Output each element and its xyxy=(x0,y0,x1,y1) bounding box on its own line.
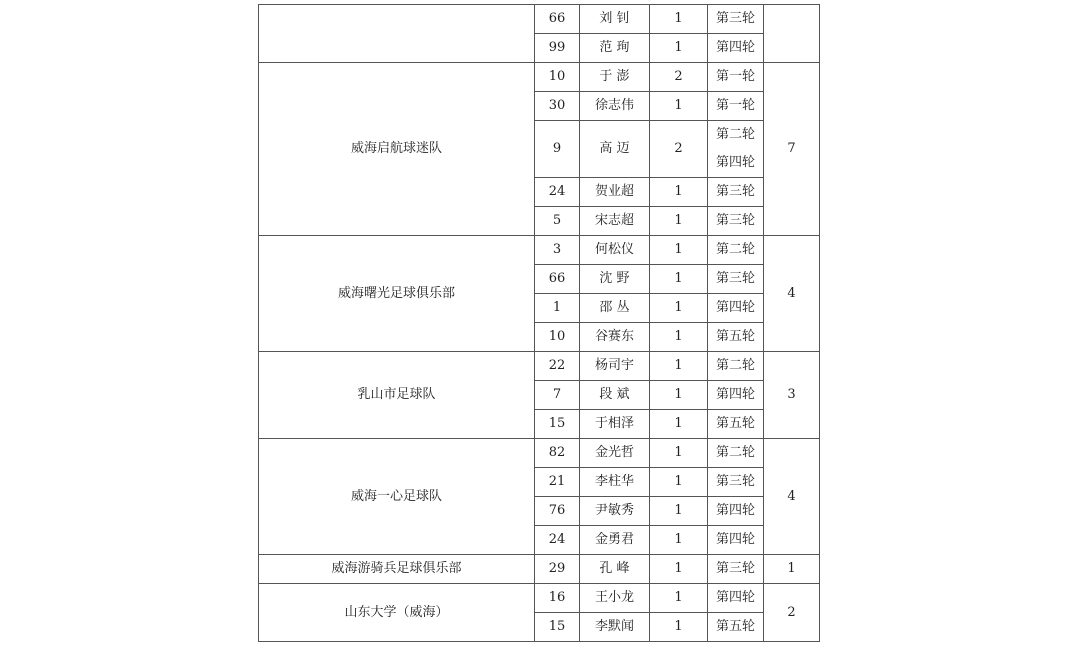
team-total-cell: 2 xyxy=(764,584,820,642)
player-name-cell: 于相泽 xyxy=(580,410,650,439)
player-goals-cell: 1 xyxy=(650,468,708,497)
player-goals-cell: 1 xyxy=(650,439,708,468)
table-row xyxy=(259,584,820,613)
player-name-cell: 何松仪 xyxy=(580,236,650,265)
player-rounds-cell: 第五轮 xyxy=(708,323,764,352)
player-name-cell: 李柱华 xyxy=(580,468,650,497)
player-name-cell: 于 澎 xyxy=(580,63,650,92)
scorer-table-container xyxy=(258,4,820,642)
player-goals-cell: 2 xyxy=(650,63,708,92)
player-name-cell: 贺业超 xyxy=(580,178,650,207)
player-number-cell: 30 xyxy=(535,92,580,121)
player-rounds-cell: 第四轮 xyxy=(708,497,764,526)
player-goals-cell: 1 xyxy=(650,178,708,207)
player-goals-cell: 1 xyxy=(650,323,708,352)
player-goals-cell: 1 xyxy=(650,613,708,642)
team-name-cell: 乳山市足球队 xyxy=(259,352,535,439)
team-total-cell xyxy=(764,5,820,63)
player-rounds-cell: 第二轮 xyxy=(708,352,764,381)
player-name-cell: 尹敏秀 xyxy=(580,497,650,526)
player-rounds-cell: 第三轮 xyxy=(708,265,764,294)
player-number-cell: 9 xyxy=(535,121,580,178)
player-rounds-cell: 第三轮 xyxy=(708,555,764,584)
player-number-cell: 15 xyxy=(535,613,580,642)
table-row xyxy=(259,236,820,265)
player-goals-cell: 1 xyxy=(650,92,708,121)
team-total-cell: 7 xyxy=(764,63,820,236)
player-rounds-cell: 第四轮 xyxy=(708,381,764,410)
player-name-cell: 金勇君 xyxy=(580,526,650,555)
player-name-cell: 徐志伟 xyxy=(580,92,650,121)
player-goals-cell: 1 xyxy=(650,410,708,439)
player-number-cell: 21 xyxy=(535,468,580,497)
player-number-cell: 99 xyxy=(535,34,580,63)
table-row xyxy=(259,555,820,584)
team-name-cell xyxy=(259,5,535,63)
player-goals-cell: 1 xyxy=(650,497,708,526)
team-name-cell: 威海游骑兵足球俱乐部 xyxy=(259,555,535,584)
player-rounds-cell: 第四轮 xyxy=(708,526,764,555)
player-number-cell: 5 xyxy=(535,207,580,236)
round-label: 第四轮 xyxy=(715,155,755,170)
player-goals-cell: 1 xyxy=(650,34,708,63)
player-number-cell: 24 xyxy=(535,178,580,207)
player-goals-cell: 1 xyxy=(650,236,708,265)
player-name-cell: 段 斌 xyxy=(580,381,650,410)
player-rounds-cell: 第一轮 xyxy=(708,63,764,92)
player-number-cell: 66 xyxy=(535,5,580,34)
player-name-cell: 沈 野 xyxy=(580,265,650,294)
player-name-cell: 金光哲 xyxy=(580,439,650,468)
team-total-cell: 1 xyxy=(764,555,820,584)
player-name-cell: 孔 峰 xyxy=(580,555,650,584)
player-name-cell: 高 迈 xyxy=(580,121,650,178)
player-name-cell: 杨司宇 xyxy=(580,352,650,381)
player-rounds-cell: 第三轮 xyxy=(708,178,764,207)
player-number-cell: 1 xyxy=(535,294,580,323)
player-goals-cell: 1 xyxy=(650,207,708,236)
player-goals-cell: 1 xyxy=(650,294,708,323)
player-rounds-cell: 第二轮 xyxy=(708,439,764,468)
player-name-cell: 李默闻 xyxy=(580,613,650,642)
player-rounds-cell: 第四轮 xyxy=(708,584,764,613)
team-name-cell: 威海一心足球队 xyxy=(259,439,535,555)
player-rounds-cell: 第二轮 xyxy=(708,236,764,265)
player-rounds-cell: 第五轮 xyxy=(708,613,764,642)
player-goals-cell: 1 xyxy=(650,381,708,410)
player-number-cell: 22 xyxy=(535,352,580,381)
player-goals-cell: 1 xyxy=(650,5,708,34)
player-name-cell: 宋志超 xyxy=(580,207,650,236)
team-total-cell: 3 xyxy=(764,352,820,439)
scorer-table xyxy=(258,4,820,642)
player-rounds-cell: 第五轮 xyxy=(708,410,764,439)
player-number-cell: 10 xyxy=(535,63,580,92)
player-number-cell: 24 xyxy=(535,526,580,555)
player-name-cell: 邵 丛 xyxy=(580,294,650,323)
player-goals-cell: 2 xyxy=(650,121,708,178)
player-goals-cell: 1 xyxy=(650,555,708,584)
table-row xyxy=(259,63,820,92)
player-rounds-cell xyxy=(708,121,764,178)
round-label: 第二轮 xyxy=(715,127,755,142)
player-name-cell: 范 珣 xyxy=(580,34,650,63)
player-number-cell: 82 xyxy=(535,439,580,468)
player-number-cell: 7 xyxy=(535,381,580,410)
player-name-cell: 王小龙 xyxy=(580,584,650,613)
player-number-cell: 29 xyxy=(535,555,580,584)
player-name-cell: 刘 钊 xyxy=(580,5,650,34)
table-row xyxy=(259,352,820,381)
team-name-cell: 山东大学（威海） xyxy=(259,584,535,642)
player-number-cell: 3 xyxy=(535,236,580,265)
player-rounds-cell: 第一轮 xyxy=(708,92,764,121)
player-name-cell: 谷赛东 xyxy=(580,323,650,352)
team-total-cell: 4 xyxy=(764,236,820,352)
team-name-cell: 威海曙光足球俱乐部 xyxy=(259,236,535,352)
player-rounds-cell: 第三轮 xyxy=(708,468,764,497)
player-goals-cell: 1 xyxy=(650,352,708,381)
scorer-table-body xyxy=(259,5,820,642)
player-rounds-cell: 第四轮 xyxy=(708,34,764,63)
team-total-cell: 4 xyxy=(764,439,820,555)
table-row xyxy=(259,439,820,468)
player-goals-cell: 1 xyxy=(650,265,708,294)
player-goals-cell: 1 xyxy=(650,584,708,613)
player-rounds-cell: 第三轮 xyxy=(708,207,764,236)
player-goals-cell: 1 xyxy=(650,526,708,555)
table-row xyxy=(259,5,820,34)
team-name-cell: 威海启航球迷队 xyxy=(259,63,535,236)
player-number-cell: 15 xyxy=(535,410,580,439)
player-rounds-cell: 第四轮 xyxy=(708,294,764,323)
player-number-cell: 66 xyxy=(535,265,580,294)
player-number-cell: 10 xyxy=(535,323,580,352)
player-number-cell: 76 xyxy=(535,497,580,526)
player-rounds-cell: 第三轮 xyxy=(708,5,764,34)
player-number-cell: 16 xyxy=(535,584,580,613)
